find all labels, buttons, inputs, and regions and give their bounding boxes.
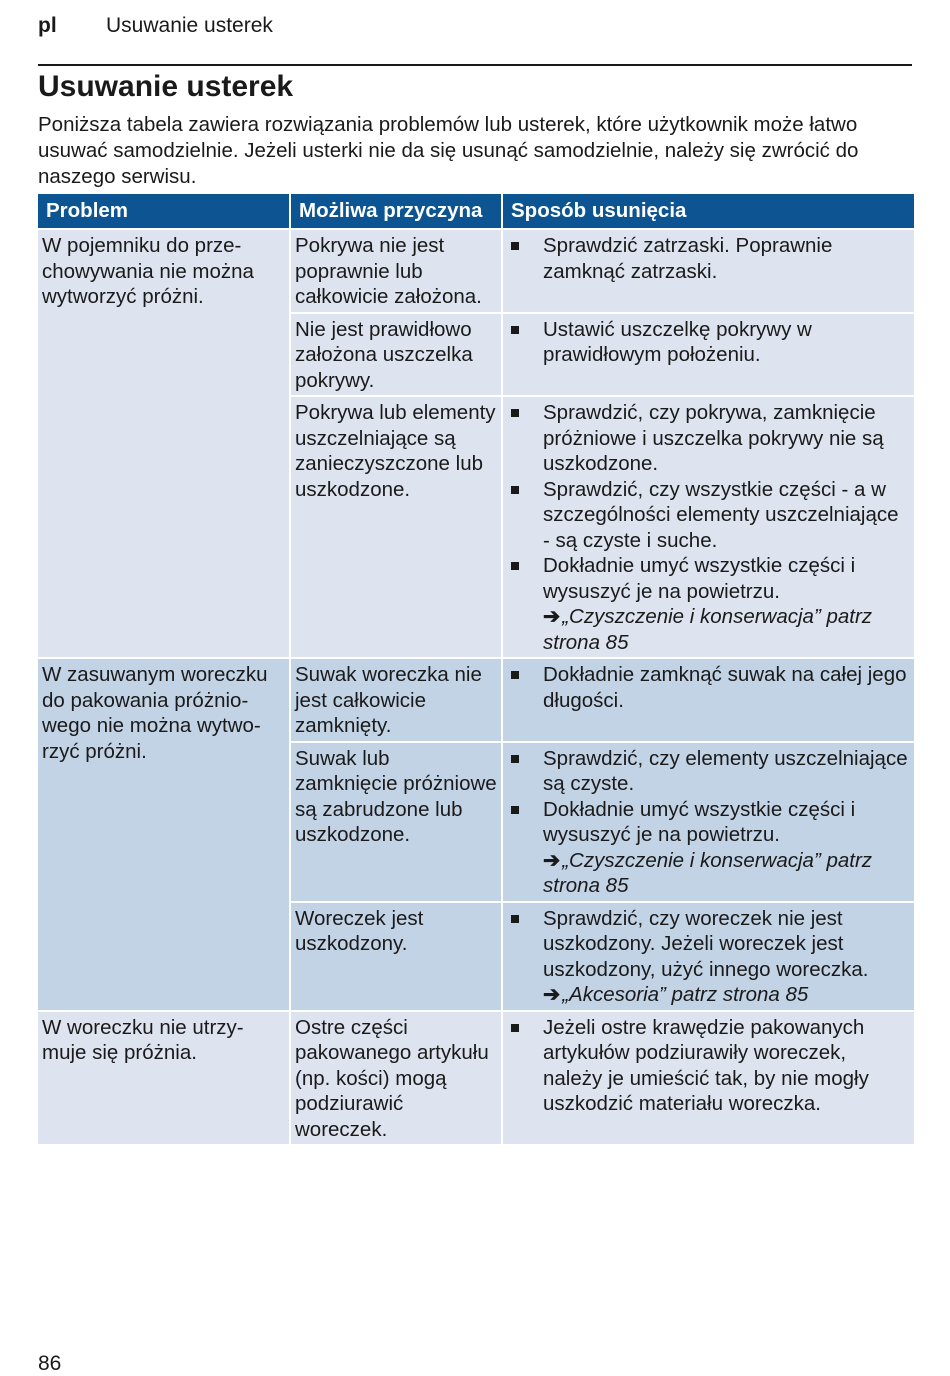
remedy-item [507, 1015, 910, 1117]
header-rule [38, 64, 912, 66]
cross-reference-link[interactable]: „Czyszczenie i konserwacja” patrz strona 85 [543, 605, 873, 654]
running-header-title: Usuwanie usterek [106, 14, 273, 37]
remedy-cell [503, 903, 914, 1012]
remedy-item [507, 746, 910, 797]
table-row [38, 1012, 914, 1147]
remedy-text: Sprawdzić, czy wszystkie części - a w szczególności elementy uszczelniające - są czyste i suche. [543, 477, 899, 552]
cross-reference-arrow-icon: ➔ [543, 983, 561, 1006]
problem-cell: W zasuwanym woreczku do pakowania próżnio-wego nie można wytwo-rzyć próżni. [38, 659, 289, 1012]
cause-cell: Ostre części pakowanego artykułu (np. kości) mogą podziurawić woreczek. [291, 1012, 501, 1147]
table-row [38, 230, 914, 314]
remedy-item [507, 477, 910, 554]
remedy-cell [503, 743, 914, 903]
problem-cell: W pojemniku do prze-chowywania nie można wytworzyć próżni. [38, 230, 289, 659]
remedy-list [507, 906, 910, 1008]
remedy-text: Sprawdzić, czy woreczek nie jest uszkodzony. Jeżeli woreczek jest uszkodzony, użyć innego woreczka. [543, 906, 869, 981]
cause-cell: Suwak lub zamknięcie próżniowe są zabrudzone lub uszkodzone. [291, 743, 501, 903]
remedy-text: Jeżeli ostre krawędzie pakowanych artykułów podziurawiły woreczek, należy je umieścić tak, by nie mogły uszkodzić materiału woreczka. [543, 1015, 869, 1115]
problem-cell: W woreczku nie utrzy-muje się próżnia. [38, 1012, 289, 1147]
cross-reference-arrow-icon: ➔ [543, 605, 561, 628]
cross-reference-link[interactable]: „Akcesoria” patrz strona 85 [562, 983, 809, 1006]
remedy-text: Sprawdzić, czy elementy uszczelniające są czyste. [543, 746, 908, 795]
cross-reference-arrow-icon: ➔ [543, 848, 561, 872]
cause-cell: Pokrywa lub elementy uszczelniające są zanieczyszczone lub uszkodzone. [291, 397, 501, 659]
table-header-row [38, 194, 914, 230]
cause-cell: Pokrywa nie jest poprawnie lub całkowicie założona. [291, 230, 501, 314]
remedy-list [507, 662, 910, 713]
remedy-item [507, 317, 910, 368]
remedy-text: Sprawdzić zatrzaski. Poprawnie zamknąć zatrzaski. [543, 234, 833, 283]
cause-cell: Woreczek jest uszkodzony. [291, 903, 501, 1012]
remedy-text: Dokładnie umyć wszystkie części i wysuszyć je na powietrzu. [543, 554, 856, 603]
remedy-text: Dokładnie zamknąć suwak na całej jego długości. [543, 663, 907, 712]
page-number: 86 [38, 1352, 62, 1375]
remedy-list [507, 1015, 910, 1117]
column-header-problem: Problem [38, 194, 289, 230]
remedy-item [507, 400, 910, 477]
remedy-cell [503, 314, 914, 398]
column-header-cause: Możliwa przyczyna [291, 194, 501, 230]
remedy-list [507, 746, 910, 899]
troubleshooting-table [36, 194, 916, 1146]
remedy-item [507, 233, 910, 284]
language-code: pl [38, 14, 57, 37]
remedy-item [507, 797, 910, 899]
intro-paragraph: Poniższa tabela zawiera rozwiązania problemów lub usterek, które użytkownik może łatwo usuwać samodzielnie. Jeżeli usterki nie da się usunąć samodzielnie, należy się zwrócić do naszego serwisu. [38, 113, 859, 188]
cross-reference-link[interactable]: „Czyszczenie i konserwacja” patrz strona 85 [543, 848, 873, 897]
remedy-text: Dokładnie umyć wszystkie części i wysuszyć je na powietrzu. [543, 797, 856, 846]
page-title: Usuwanie usterek [38, 70, 294, 103]
remedy-text: Ustawić uszczelkę pokrywy w prawidłowym położeniu. [543, 317, 812, 366]
running-header [38, 14, 273, 38]
remedy-list [507, 400, 910, 655]
cause-cell: Suwak woreczka nie jest całkowicie zamknięty. [291, 659, 501, 743]
remedy-cell [503, 397, 914, 659]
remedy-list [507, 317, 910, 368]
remedy-text: Sprawdzić, czy pokrywa, zamknięcie próżniowe i uszczelka pokrywy nie są uszkodzone. [543, 401, 884, 475]
table-row [38, 659, 914, 743]
remedy-item [507, 662, 910, 713]
remedy-item [507, 553, 910, 655]
remedy-cell [503, 659, 914, 743]
remedy-cell [503, 230, 914, 314]
remedy-cell [503, 1012, 914, 1147]
remedy-item [507, 906, 910, 1008]
column-header-remedy: Sposób usunięcia [503, 194, 914, 230]
cause-cell: Nie jest prawidłowo założona uszczelka pokrywy. [291, 314, 501, 398]
remedy-list [507, 233, 910, 284]
